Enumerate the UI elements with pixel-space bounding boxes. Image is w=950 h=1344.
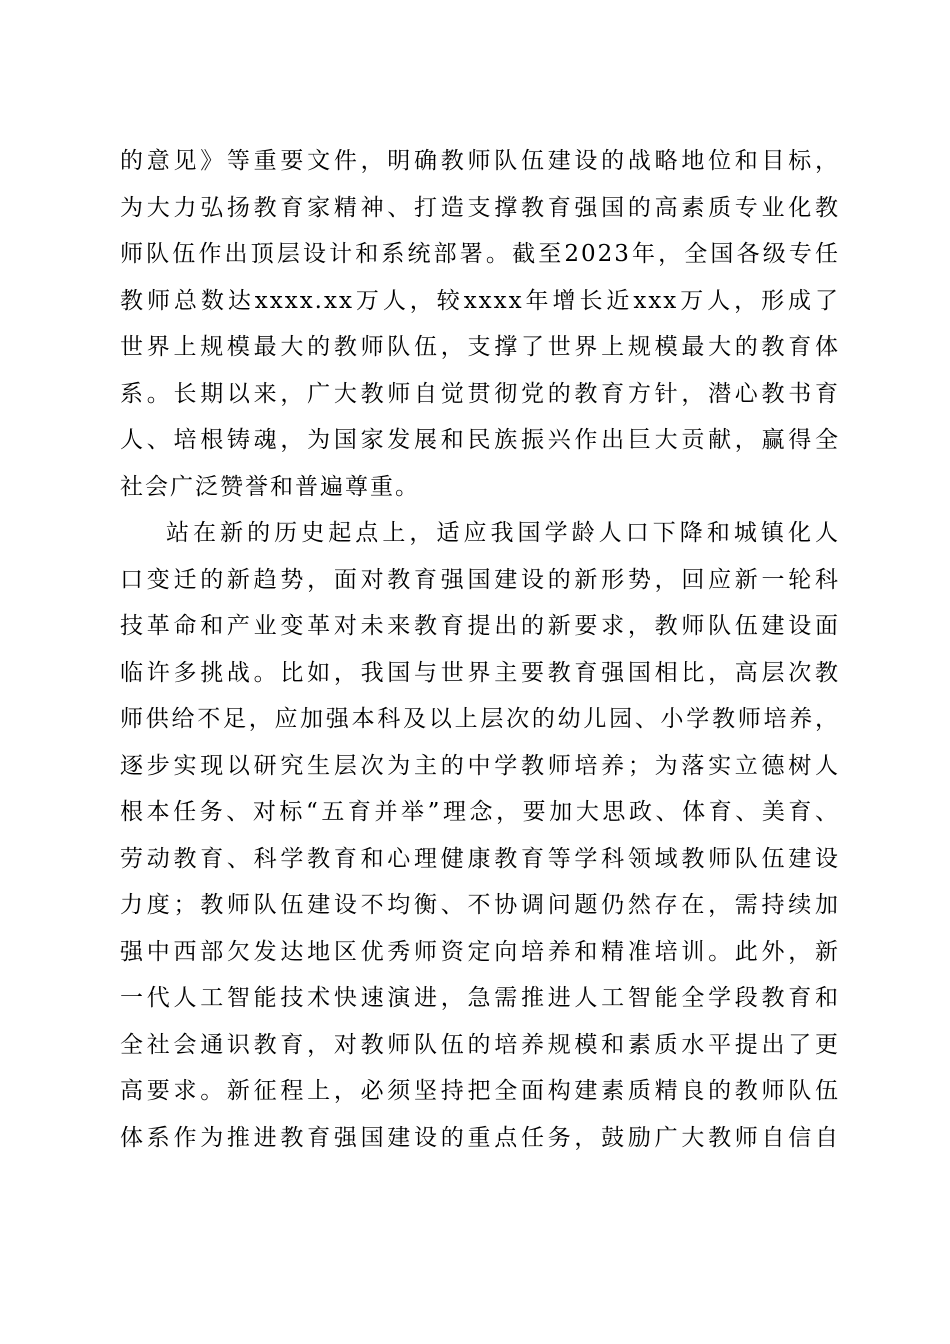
paragraph-2-line: 逐步实现以研究生层次为主的中学教师培养；为落实立德树人	[120, 752, 840, 779]
paragraph-1-line: 的意见》等重要文件，明确教师队伍建设的战略地位和目标，	[120, 148, 840, 174]
paragraph-2-line: 高要求。新征程上，必须坚持把全面构建素质精良的教师队伍	[120, 1078, 840, 1104]
document-body	[120, 138, 840, 1161]
paragraph-2-line: 师供给不足，应加强本科及以上层次的幼儿园、小学教师培养，	[120, 706, 840, 732]
paragraph-2-line: 口变迁的新趋势，面对教育强国建设的新形势，回应新一轮科	[120, 566, 840, 593]
paragraph-2-line: 强中西部欠发达地区优秀师资定向培养和精准培训。此外，新	[120, 938, 840, 965]
paragraph-2-line: 体系作为推进教育强国建设的重点任务，鼓励广大教师自信自	[120, 1124, 840, 1151]
paragraph-2-line: 一代人工智能技术快速演进，急需推进人工智能全学段教育和	[120, 985, 840, 1011]
paragraph-2-line: 力度；教师队伍建设不均衡、不协调问题仍然存在，需持续加	[120, 892, 840, 918]
paragraph-1-line: 为大力弘扬教育家精神、打造支撑教育强国的高素质专业化教	[120, 194, 840, 221]
paragraph-1-line: 世界上规模最大的教师队伍，支撑了世界上规模最大的教育体	[120, 334, 840, 360]
paragraph-1-line: 人、培根铸魂，为国家发展和民族振兴作出巨大贡献，赢得全	[120, 427, 840, 453]
paragraph-2-line: 劳动教育、科学教育和心理健康教育等学科领域教师队伍建设	[120, 845, 840, 872]
paragraph-2-line: 站在新的历史起点上，适应我国学龄人口下降和城镇化人	[166, 520, 840, 546]
paragraph-2	[120, 510, 840, 1161]
paragraph-1-line: 教师总数达xxxx.xx万人，较xxxx年增长近xxx万人，形成了	[120, 287, 840, 314]
paragraph-2-line: 全社会通识教育，对教师队伍的培养规模和素质水平提出了更	[120, 1031, 840, 1058]
paragraph-1-line: 师队伍作出顶层设计和系统部署。截至2023年，全国各级专任	[120, 241, 840, 267]
paragraph-1-line: 系。长期以来，广大教师自觉贯彻党的教育方针，潜心教书育	[120, 380, 840, 407]
paragraph-1	[120, 138, 840, 510]
paragraph-2-line: 技革命和产业变革对未来教育提出的新要求，教师队伍建设面	[120, 613, 840, 639]
paragraph-1-line: 社会广泛赞誉和普遍尊重。	[120, 473, 420, 500]
paragraph-2-line: 根本任务、对标“五育并举”理念，要加大思政、体育、美育、	[120, 799, 840, 825]
paragraph-2-line: 临许多挑战。比如，我国与世界主要教育强国相比，高层次教	[120, 659, 840, 686]
